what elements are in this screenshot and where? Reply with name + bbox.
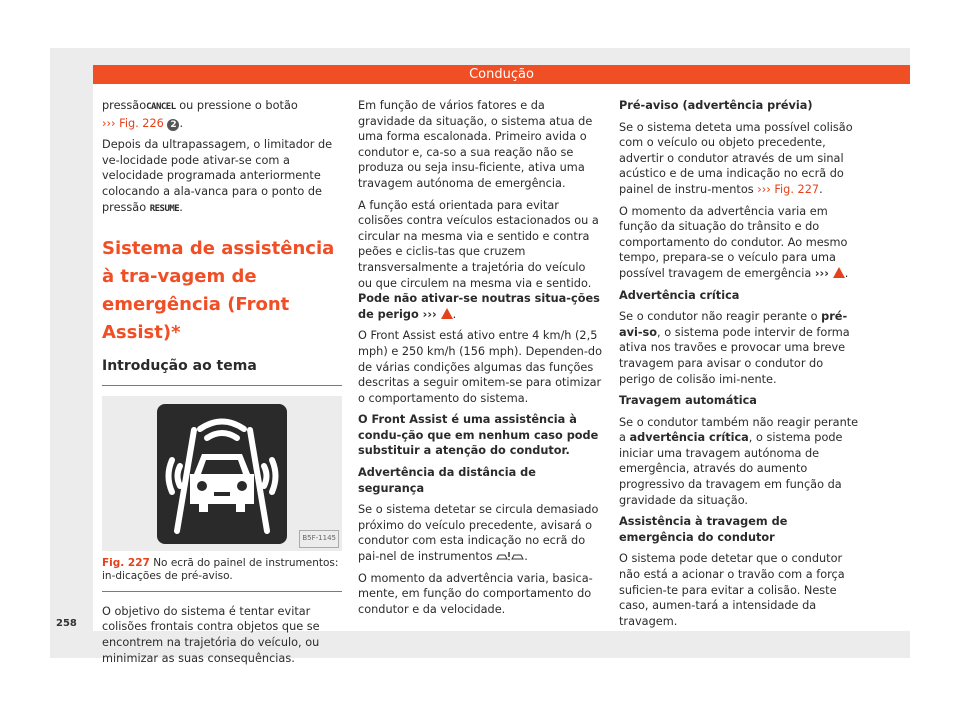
text: Se o condutor não reagir perante o [619,310,822,324]
warning-triangle-icon[interactable] [441,308,453,319]
paragraph: Se o sistema deteta uma possível colisão com o veículo ou objeto precedente, advertir o condutor através de um sinal acústico e de uma indicação no ecrã do painel de instru-mentos ››› Fig. 227. [619,120,853,196]
front-assist-car-icon [102,396,342,551]
section-heading: Sistema de assistência à tra-vagem de emergência (Front Assist)* [102,238,335,344]
text: ou pressione o botão [175,99,298,112]
reference-arrows[interactable]: ››› [418,307,441,321]
bold-text: Pode não ativar-se noutras situa-ções de perigo [358,292,600,321]
paragraph [102,137,342,217]
paragraph: O momento da advertência varia em função da situação do trânsito e do comportamento do condutor. Ao mesmo tempo, prepara-se o veículo para uma possível travagem de emergência ››› . [619,204,849,280]
paragraph: O sistema pode detetar que o condutor não está a acionar o travão com a força suficien-te para evitar a colisão. Neste caso, aumen-tará a intensidade da travagem. [619,552,845,628]
subheading-critical-warning: Advertência crítica [619,288,740,302]
cancel-key-label: CANCEL [146,102,176,112]
subheading-distance-warning: Advertência da distância de segurança [358,466,536,495]
paragraph [102,98,342,131]
text: . [179,200,183,214]
column-2 [358,98,603,623]
car-distance-warning-icon [496,551,524,561]
subheading-pre-warning: Pré-aviso (advertência prévia) [619,99,813,112]
paragraph: O momento da advertência varia, basica-mente, em função do comportamento do condutor e da velocidade. [358,571,593,616]
subsection-heading: Introdução ao tema [102,359,342,386]
text: . [179,116,184,130]
figure-reference-link[interactable]: ››› Fig. 226 [102,116,164,130]
callout-number: 2 [167,119,179,131]
text: , o sistema pode iniciar uma travagem autónoma de emergência, através do aumento progressivo da travagem em função da gravidade da situação. [619,431,843,507]
page-header: Condução [93,65,910,84]
paragraph [619,309,859,387]
column-3 [619,98,859,635]
caption-text: No ecrã do painel de instrumentos: in-dicações de pré-aviso. [102,556,339,582]
resume-key-label: RESUME [149,203,180,214]
caption-label: Fig. 227 [102,556,150,569]
text: Se o condutor também não reagir perante a [619,415,859,445]
text: Depois da ultrapassagem, o limitador de ve-locidade pode ativar-se com a velocidade programada anteriormente colocando a ala-vanca para o ponto de pressão [102,138,333,214]
figure-227 [102,396,342,551]
paragraph: Se o sistema detetar se circula demasiado próximo do veículo precedente, avisará o condutor com esta indicação no ecrã do pai-nel de instrumentos . [358,503,599,564]
paragraph: Em função de vários fatores e da gravidade da situação, o sistema atua de uma forma escalonada. Primeiro avida o condutor e, ca-so a sua reação não se produza ou seja insu-ficiente, ativa uma travagem autónoma de emergência. [358,99,593,190]
reference-arrows[interactable]: ››› [814,266,833,280]
figure-caption [102,557,342,592]
figure-code: B5F-1145 [299,530,339,548]
bold-text: advertência crítica [629,431,749,445]
text: , o sistema pode intervir de forma ativa nos travões e provocar uma breve travagem para avisar o condutor do perigo de colisão imi-nente. [619,325,850,386]
paragraph: A função está orientada para evitar colisões contra veículos estacionados ou a circular na mesma via e sentido e contra peões e ciclis-tas que cruzem transversalmente a trajetória do veículo ou que circulem na mesma via e sentido. Pode não ativar-se noutras situa-ções de perigo ››› . [358,198,600,321]
text: Se o sistema detetar se circula demasiado próximo do veículo precedente, avisará o condutor com esta indicação no ecrã do pai-nel de instrumentos [358,503,599,564]
figure-reference-link[interactable]: ››› Fig. 227 [757,182,820,196]
subheading-brake-assist: Assistência à travagem de emergência do condutor [619,515,788,544]
bold-paragraph: O Front Assist é uma assistência à condu-ção que em nenhum caso pode substituir a atenção do condutor. [358,413,599,458]
text: A função está orientada para evitar colisões contra veículos estacionados ou a circular na mesma via e sentido e contra peões e ciclis-tas que cruzem transversalmente a trajetória do veículo ou que circulem na mesma via e sentido. [358,198,599,290]
text: Se o sistema deteta uma possível colisão com o veículo ou objeto precedente, advertir o condutor através de um sinal acústico e de uma indicação no ecrã do painel de instru-mentos [619,120,853,196]
page-number: 258 [56,618,77,629]
subheading-automatic-braking: Travagem automática [619,394,757,408]
paragraph: O Front Assist está ativo entre 4 km/h (2,5 mph) e 250 km/h (156 mph). Dependen-do de várias condições algumas das funções descritas a seguir omitem-se para otimizar o comportamento do sistema. [358,329,602,405]
text: O momento da advertência varia em função da situação do trânsito e do comportamento do condutor. Ao mesmo tempo, prepara-se o veículo para uma possível travagem de emergência [619,204,848,280]
bold-text: pré-avi-so [619,310,848,339]
warning-triangle-icon[interactable] [833,267,845,278]
paragraph: O objetivo do sistema é tentar evitar colisões frontais contra objetos que se encontrem na trajetória do veículo, ou minimizar as suas consequências. [102,604,320,665]
column-1 [102,98,342,672]
text: pressão [102,99,147,112]
paragraph [619,415,859,509]
